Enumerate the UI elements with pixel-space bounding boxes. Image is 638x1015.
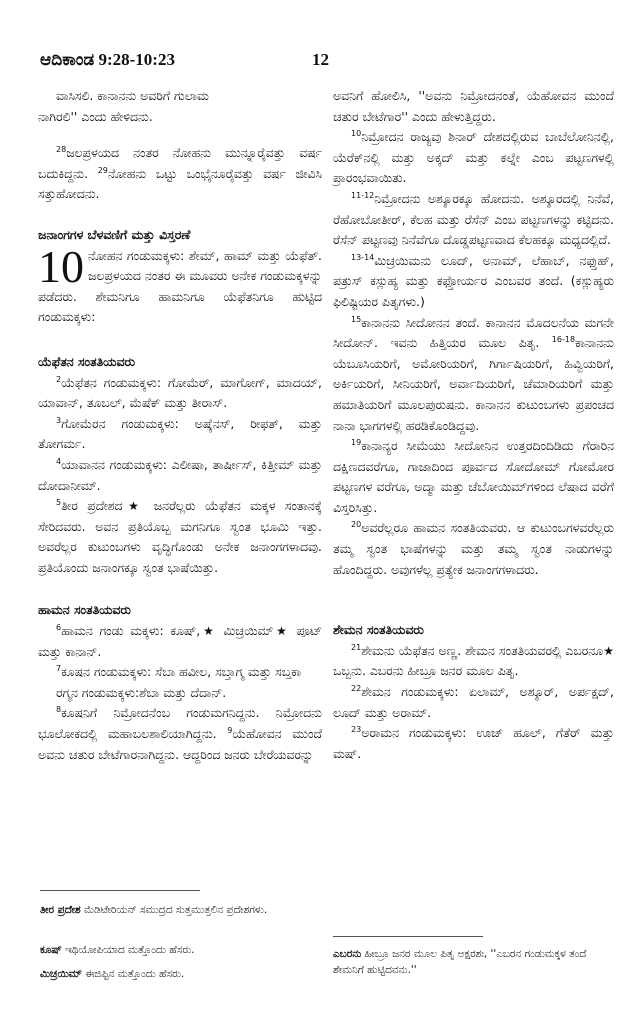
verse-8-9: $^8$ಕೂಷನಿಗೆ ನಿಮ್ರೋದನೆಂಬ ಗಂಡುಮಗನಿದ್ದನು. ನಿಮ್ರೋದನು ಭೂಲೋಕದಲ್ಲಿ ಮಹಾಬಲಶಾಲಿಯಾಗಿದ್ದನು. $^9$ಯೆಹೋವನ ಮುಂದೆ ಅವನು ಚತುರ ಬೇಟೆಗಾರನಾಗಿದ್ದನು. ಆದ್ದರಿಂದ ಜನರು ಬೇರೆಯವರನ್ನು — [38, 705, 322, 762]
footnote-star-icon: ★ — [273, 624, 290, 639]
chapter-number: 10 — [38, 240, 84, 292]
section-heading: ಯೆಫೆತನ ಸಂತತಿಯವರು — [38, 353, 135, 369]
verse-number: 29 — [97, 165, 108, 175]
footnote: ಎಬರನು ಹೀಬ್ರೂ ಜನರ ಮೂಲ ಪಿತೃ ಅಕ್ಷರಶಃ, ''ಎಬರನ ಗಂಡುಮಕ್ಕಳ ತಂದೆ ಶೇಮನಿಗೆ ಹುಟ್ಟಿದವನು.'' — [333, 948, 587, 976]
section-heading: ಶೇಮನ ಸಂತತಿಯವರು — [333, 622, 424, 638]
section-heading: ಹಾಮನ ಸಂತತಿಯವರು — [38, 602, 131, 618]
continuation-text: ಅವನಿಗೆ ಹೋಲಿಸಿ, ''ಅವನು ನಿಮ್ರೋದನಂತೆ, ಯೆಹೋವನ ಮುಂದೆ ಚತುರ ಬೇಟೆಗಾರ'' ಎಂದು ಹೇಳುತ್ತಿದ್ದರು. — [333, 88, 614, 124]
verse-19: $^{19}$ಕಾನಾನ್ಯರ ಸೀಮೆಯು ಸೀದೋನಿನ ಉತ್ತರದಿಂದಿಡಿದು ಗೆರಾರಿನ ದಕ್ಷಿಣದವರೆಗೂ, ಗಾಜಾದಿಂದ ಪೂರ್ವದ ಸೋದೋಮ್ ಗೋಮೋರ ಪಟ್ಟಣಗಳ ವರೆಗೂ, ಅದ್ಮಾ ಮತ್ತು ಚೆಬೋಯಿಮ್‌ಗಳಿಂದ ಲೆಷಾದ ವರೆಗೆ ವಿಸ್ತರಿಸಿತ್ತು. — [333, 437, 614, 515]
verse-22: $^{22}$ಶೇಮನ ಗಂಡುಮಕ್ಕಳು: ಏಲಾಮ್, ಅಶ್ಶೂರ್, ಅರ್ಪಕ್ಷದ್, ಲೂದ್ ಮತ್ತು ಅರಾಮ್. — [333, 683, 614, 720]
verse-1: 10 ನೋಹನ ಗಂಡುಮಕ್ಕಳು: ಶೇಮ್, ಹಾಮ್ ಮತ್ತು ಯೆಫೆತ್. ಜಲಪ್ರಳಯದ ನಂತರ ಈ ಮೂವರು ಅನೇಕ ಗಂಡುಮಕ್ಕಳನ್ನು ಪಡೆದರು. ಶೇಮನಿಗೂ ಹಾಮನಿಗೂ ಯೆಫೆತನಿಗೂ ಹುಟ್ಟಿದ ಗಂಡುಮಕ್ಕಳು: — [38, 240, 322, 325]
verse-13-14: $^{13-14}$ಮಿಚ್ರಯಿಮನು ಲೂದ್, ಅನಾಮ್, ಲೆಹಾಬ್, ನಫ್ತುಹ್, ಪತ್ರುಸ್ ಕಸ್ಲುಹ್ಯ ಮತ್ತು ಕಫ್ತೋರ್ಯರ ಎಂಬವರ ತಂದೆ. (ಕಸ್ಲುಹ್ಯರು ಫಿಲಿಷ್ಟಿಯರ ಪಿತೃಗಳು.) — [333, 252, 614, 309]
verse-11-12: $^{11-12}$ನಿಮ್ರೋದನು ಅಶ್ಶೂರಕ್ಕೂ ಹೋದನು. ಅಶ್ಶೂರದಲ್ಲಿ ನಿನೆವೆ, ರೆಹೋಬೋತೀರ್, ಕೆಲಹ ಮತ್ತು ರೆಸೆನ್ ಎಂಬ ಪಟ್ಟಣಗಳನ್ನು ಕಟ್ಟಿದನು. ರೆಸೆನ್ ಪಟ್ಟಣವು ನಿನೆವೆಗೂ ದೊಡ್ಡಪಟ್ಟಣವಾದ ಕೆಲಹಕ್ಕೂ ಮಧ್ಯದಲ್ಲಿದೆ. — [333, 190, 614, 248]
verse-21: $^{21}$ಶೇಮನು ಯೆಫೆತನ ಅಣ್ಣ. ಶೇಮನ ಸಂತತಿಯವರಲ್ಲಿ ಎಬರನೂ★ ಒಬ್ಬನು. ಎಬರನು ಹೀಬ್ರೂ ಜನರ ಮೂಲ ಪಿತೃ. — [333, 642, 614, 679]
section-heading: ಜನಾಂಗಗಳ ಬೆಳವಣಿಗೆ ಮತ್ತು ವಿಸ್ತರಣೆ — [38, 226, 191, 242]
footnote-star-icon: ★ — [603, 643, 614, 658]
verse-7b: ರಗ್ಮನ ಗಂಡುಮಕ್ಕಳು:ಶೆಬಾ ಮತ್ತು ದೆದಾನ್. — [56, 684, 227, 700]
verse-4: $^4$ಯಾವಾನನ ಗಂಡುಮಕ್ಕಳು: ಎಲೀಷಾ, ತಾರ್ಷೀಸ್, ಕಿತ್ತೀಮ್ ಮತ್ತು ದೋದಾನೀಮ್. — [38, 456, 322, 493]
verse-6: $^6$ಹಾಮನ ಗಂಡು ಮಕ್ಕಳು: ಕೂಷ್,★ ಮಿಚ್ರಯಿಮ್★ ಪೂಟ್ ಮತ್ತು ಕಾನಾನ್. — [38, 622, 322, 659]
verse-number: 28 — [56, 145, 67, 155]
footnote: ಮಿಚ್ರಯಿಮ್ ಈಜಿಪ್ಟಿನ ಮತ್ತೊಂದು ಹೆಸರು. — [40, 968, 185, 980]
verse-2: $^2$ಯೆಫೆತನ ಗಂಡುಮಕ್ಕಳು: ಗೋಮೆರ್, ಮಾಗೋಗ್, ಮಾದಯ್, ಯಾವಾನ್, ತೂಬಲ್, ಮೆಷೆಕ್ ಮತ್ತು ತೀರಾಸ್. — [38, 374, 322, 411]
verse-15-18: $^{15}$ಕಾನಾನನು ಸೀದೋನನ ತಂದೆ. ಕಾನಾನನ ಮೊದಲನೆಯ ಮಗನೇ ಸೀದೋನ್. ಇವನು ಹಿತ್ತಿಯರ ಮೂಲ ಪಿತೃ. $^{16-18}$ಕಾನಾನನು ಯೆಬೂಸಿಯರಿಗೆ, ಅಮೋರಿಯರಿಗೆ, ಗಿರ್ಗಾಷಿಯರಿಗೆ, ಹಿವ್ವಿಯರಿಗೆ, ಅರ್ಕಿಯರಿಗೆ, ಸೀನಿಯರಿಗೆ, ಅರ್ವಾದಿಯರಿಗೆ, ಚೆಮಾರಿಯರಿಗೆ ಮತ್ತು ಹಮಾತಿಯರಿಗೆ ಮೂಲಪುರುಷನು. ಕಾನಾನನ ಕುಟುಂಬಗಳು ಪ್ರಪಂಚದ ನಾನಾ ಭಾಗಗಳಲ್ಲಿ ಹರಡಿಕೊಂಡಿದ್ದವು. — [333, 314, 614, 433]
verse-28-29: $^{28}$ಜಲಪ್ರಳಯದ ನಂತರ ನೋಹನು ಮುನ್ನೂರೈವತ್ತು ವರ್ಷ ಬದುಕಿದ್ದನು. $^{29}$ನೋಹನು ಒಟ್ಟು ಒಂಭೈನೂರೈವತ್ತು ವರ್ಷ ಜೀವಿಸಿ ಸತ್ತುಹೋದನು. — [38, 145, 322, 202]
footnote-star-icon: ★ — [122, 499, 145, 514]
left-column — [38, 86, 322, 765]
footnote: ತೀರ ಪ್ರದೇಶ ಮೆಡಿಟೇರಿಯನ್ ಸಮುದ್ರದ ಸುತ್ತಮುತ್ತಲಿನ ಪ್ರದೇಶಗಳು. — [40, 904, 268, 916]
verse-10: $^{10}$ನಿಮ್ರೋದನ ರಾಜ್ಯವು ಶಿನಾರ್ ದೇಶದಲ್ಲಿರುವ ಬಾಬೆಲೋನಿನಲ್ಲಿ, ಯೆರೆಕ್‌ನಲ್ಲಿ ಮತ್ತು ಅಕ್ಕದ್ ಮತ್ತು ಕಲ್ನೇ ಎಂಬ ಪಟ್ಟಣಗಳಲ್ಲಿ ಪ್ರಾರಂಭವಾಯಿತು. — [333, 129, 614, 186]
footnote-divider — [333, 936, 483, 937]
continuation-text: ವಾಸಿಸಲಿ. ಕಾನಾನನು ಅವರಿಗೆ ಗುಲಾಮ ನಾಗಿರಲಿ'' ಎಂದು ಹೇಳಿದನು. — [38, 88, 209, 124]
verse-20: $^{20}$ಅವರೆಲ್ಲರೂ ಹಾಮನ ಸಂತತಿಯವರು. ಆ ಕುಟುಂಬಗಳವರೆಲ್ಲರು ತಮ್ಮ ಸ್ವಂತ ಭಾಷೆಗಳನ್ನು ಮತ್ತು ತಮ್ಮ ಸ್ವಂತ ನಾಡುಗಳನ್ನು ಹೊಂದಿದ್ದರು. ಅವುಗಳೆಲ್ಲ ಪ್ರತ್ಯೇಕ ಜನಾಂಗಗಳಾದರು. — [333, 520, 614, 577]
verse-7: $^7$ಕೂಷನ ಗಂಡುಮಕ್ಕಳು: ಸೆಬಾ ಹವೀಲ, ಸಬ್ತಾಗ್ಮ ಮತ್ತು ಸಬ್ತಕಾ — [56, 664, 302, 680]
verse-23: $^{23}$ಅರಾಮನ ಗಂಡುಮಕ್ಕಳು: ಊಜ್ ಹೂಲ್, ಗೆತೆರ್ ಮತ್ತು ಮಷ್. — [333, 725, 614, 761]
verse-5: $^5$ತೀರ ಪ್ರದೇಶದ★ ಜನರೆಲ್ಲರು ಯೆಫೆತನ ಮಕ್ಕಳ ಸಂತಾನಕ್ಕೆ ಸೇರಿದವರು. ಅವನ ಪ್ರತಿಯೊಬ್ಬ ಮಗನಿಗೂ ಸ್ವಂತ ಭೂಮಿ ಇತ್ತು. ಅವರೆಲ್ಲರ ಕುಟುಂಬಗಳು ವೃದ್ಧಿಗೊಂಡು ಅನೇಕ ಜನಾಂಗಗಳಾದವು. ಪ್ರತಿಯೊಂದು ಜನಾಂಗಕ್ಕೂ ಸ್ವಂತ ಭಾಷೆಯಿತ್ತು. — [38, 497, 322, 575]
footnote-divider — [40, 890, 200, 891]
right-column — [333, 86, 614, 764]
footnote: ಕೂಷ್ ಇಥಿಯೋಪಿಯಾದ ಮತ್ತೊಂದು ಹೆಸರು. — [40, 944, 195, 956]
footnote-star-icon: ★ — [200, 624, 217, 639]
running-header: ಆದಿಕಾಂಡ 9:28-10:23 — [40, 50, 175, 69]
page-number: 12 — [312, 50, 329, 69]
verse-3: $^3$ಗೋಮೆರನ ಗಂಡುಮಕ್ಕಳು: ಅಷ್ಕೆನಸ್, ರೀಫತ್, ಮತ್ತು ತೋಗರ್ಮ. — [38, 415, 322, 452]
